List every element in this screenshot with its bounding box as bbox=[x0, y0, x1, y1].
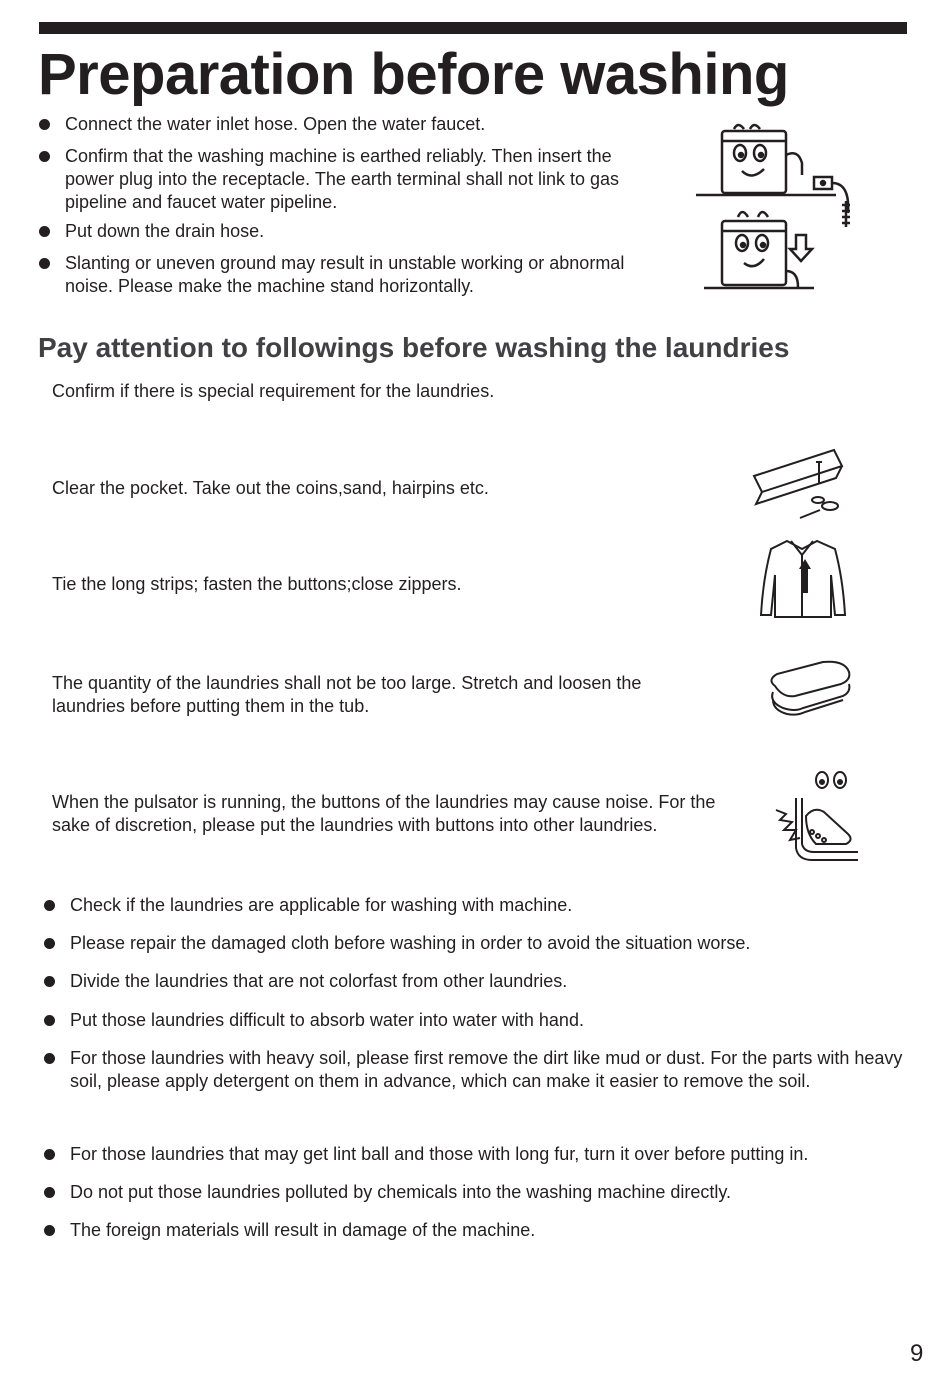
list-item: Do not put those laundries polluted by chemicals into the washing machine directly. bbox=[44, 1181, 914, 1204]
section-heading: Pay attention to followings before washing the laundries bbox=[38, 332, 790, 363]
bullet-icon bbox=[39, 151, 50, 162]
note-quantity: The quantity of the laundries shall not be too large. Stretch and loosen the laundries before putting them in the tub. bbox=[52, 673, 642, 716]
page-number: 9 bbox=[910, 1340, 924, 1367]
list-item: Check if the laundries are applicable for washing with machine. bbox=[44, 894, 914, 917]
bullet-icon bbox=[39, 226, 50, 237]
list-item: Divide the laundries that are not colorfast from other laundries. bbox=[44, 970, 914, 993]
washing-machine-illustration bbox=[690, 115, 870, 295]
list-item: For those laundries with heavy soil, please first remove the dirt like mud or dust. For the parts with heavy soil, please apply detergent on them in advance, which can make it easier to remove the soil. bbox=[44, 1047, 914, 1093]
bullet-icon bbox=[44, 1149, 55, 1160]
note-buttons-noise: When the pulsator is running, the buttons of the laundries may cause noise. For the sake of discretion, please put the laundries with buttons into other laundries. bbox=[52, 792, 716, 835]
bullet-icon bbox=[44, 976, 55, 987]
note-special-requirement: Confirm if there is special requirement for the laundries. bbox=[52, 381, 495, 401]
folded-laundry-illustration bbox=[765, 660, 855, 718]
list-item: For those laundries that may get lint ball and those with long fur, turn it over before putting in. bbox=[44, 1143, 914, 1166]
bullet-icon bbox=[44, 1225, 55, 1236]
list-item: Slanting or uneven ground may result in unstable working or abnormal noise. Please make the machine stand horizontally. bbox=[39, 252, 639, 298]
bullet-icon bbox=[44, 1053, 55, 1064]
bullet-icon bbox=[44, 1187, 55, 1198]
list-item: Confirm that the washing machine is earthed reliably. Then insert the power plug into the receptacle. The earth terminal shall not link to gas pipeline and faucet water pipeline. bbox=[39, 145, 639, 214]
bullet-icon bbox=[44, 900, 55, 911]
list-item: The foreign materials will result in damage of the machine. bbox=[44, 1219, 914, 1242]
bullet-icon bbox=[39, 258, 50, 269]
top-rule bbox=[39, 22, 907, 34]
list-item: Put those laundries difficult to absorb water into water with hand. bbox=[44, 1009, 914, 1032]
bullet-icon bbox=[44, 938, 55, 949]
list-item: Please repair the damaged cloth before washing in order to avoid the situation worse. bbox=[44, 932, 914, 955]
note-clear-pocket: Clear the pocket. Take out the coins,sand, hairpins etc. bbox=[52, 478, 489, 498]
bullet-icon bbox=[44, 1015, 55, 1026]
note-tie-strips: Tie the long strips; fasten the buttons;close zippers. bbox=[52, 574, 462, 594]
page-title: Preparation before washing bbox=[38, 42, 789, 107]
bullet-icon bbox=[39, 119, 50, 130]
pocket-illustration bbox=[750, 448, 850, 523]
buttons-noise-illustration bbox=[772, 770, 862, 865]
list-item: Put down the drain hose. bbox=[39, 220, 639, 243]
shirt-illustration bbox=[755, 535, 850, 625]
list-item: Connect the water inlet hose. Open the water faucet. bbox=[39, 113, 639, 136]
